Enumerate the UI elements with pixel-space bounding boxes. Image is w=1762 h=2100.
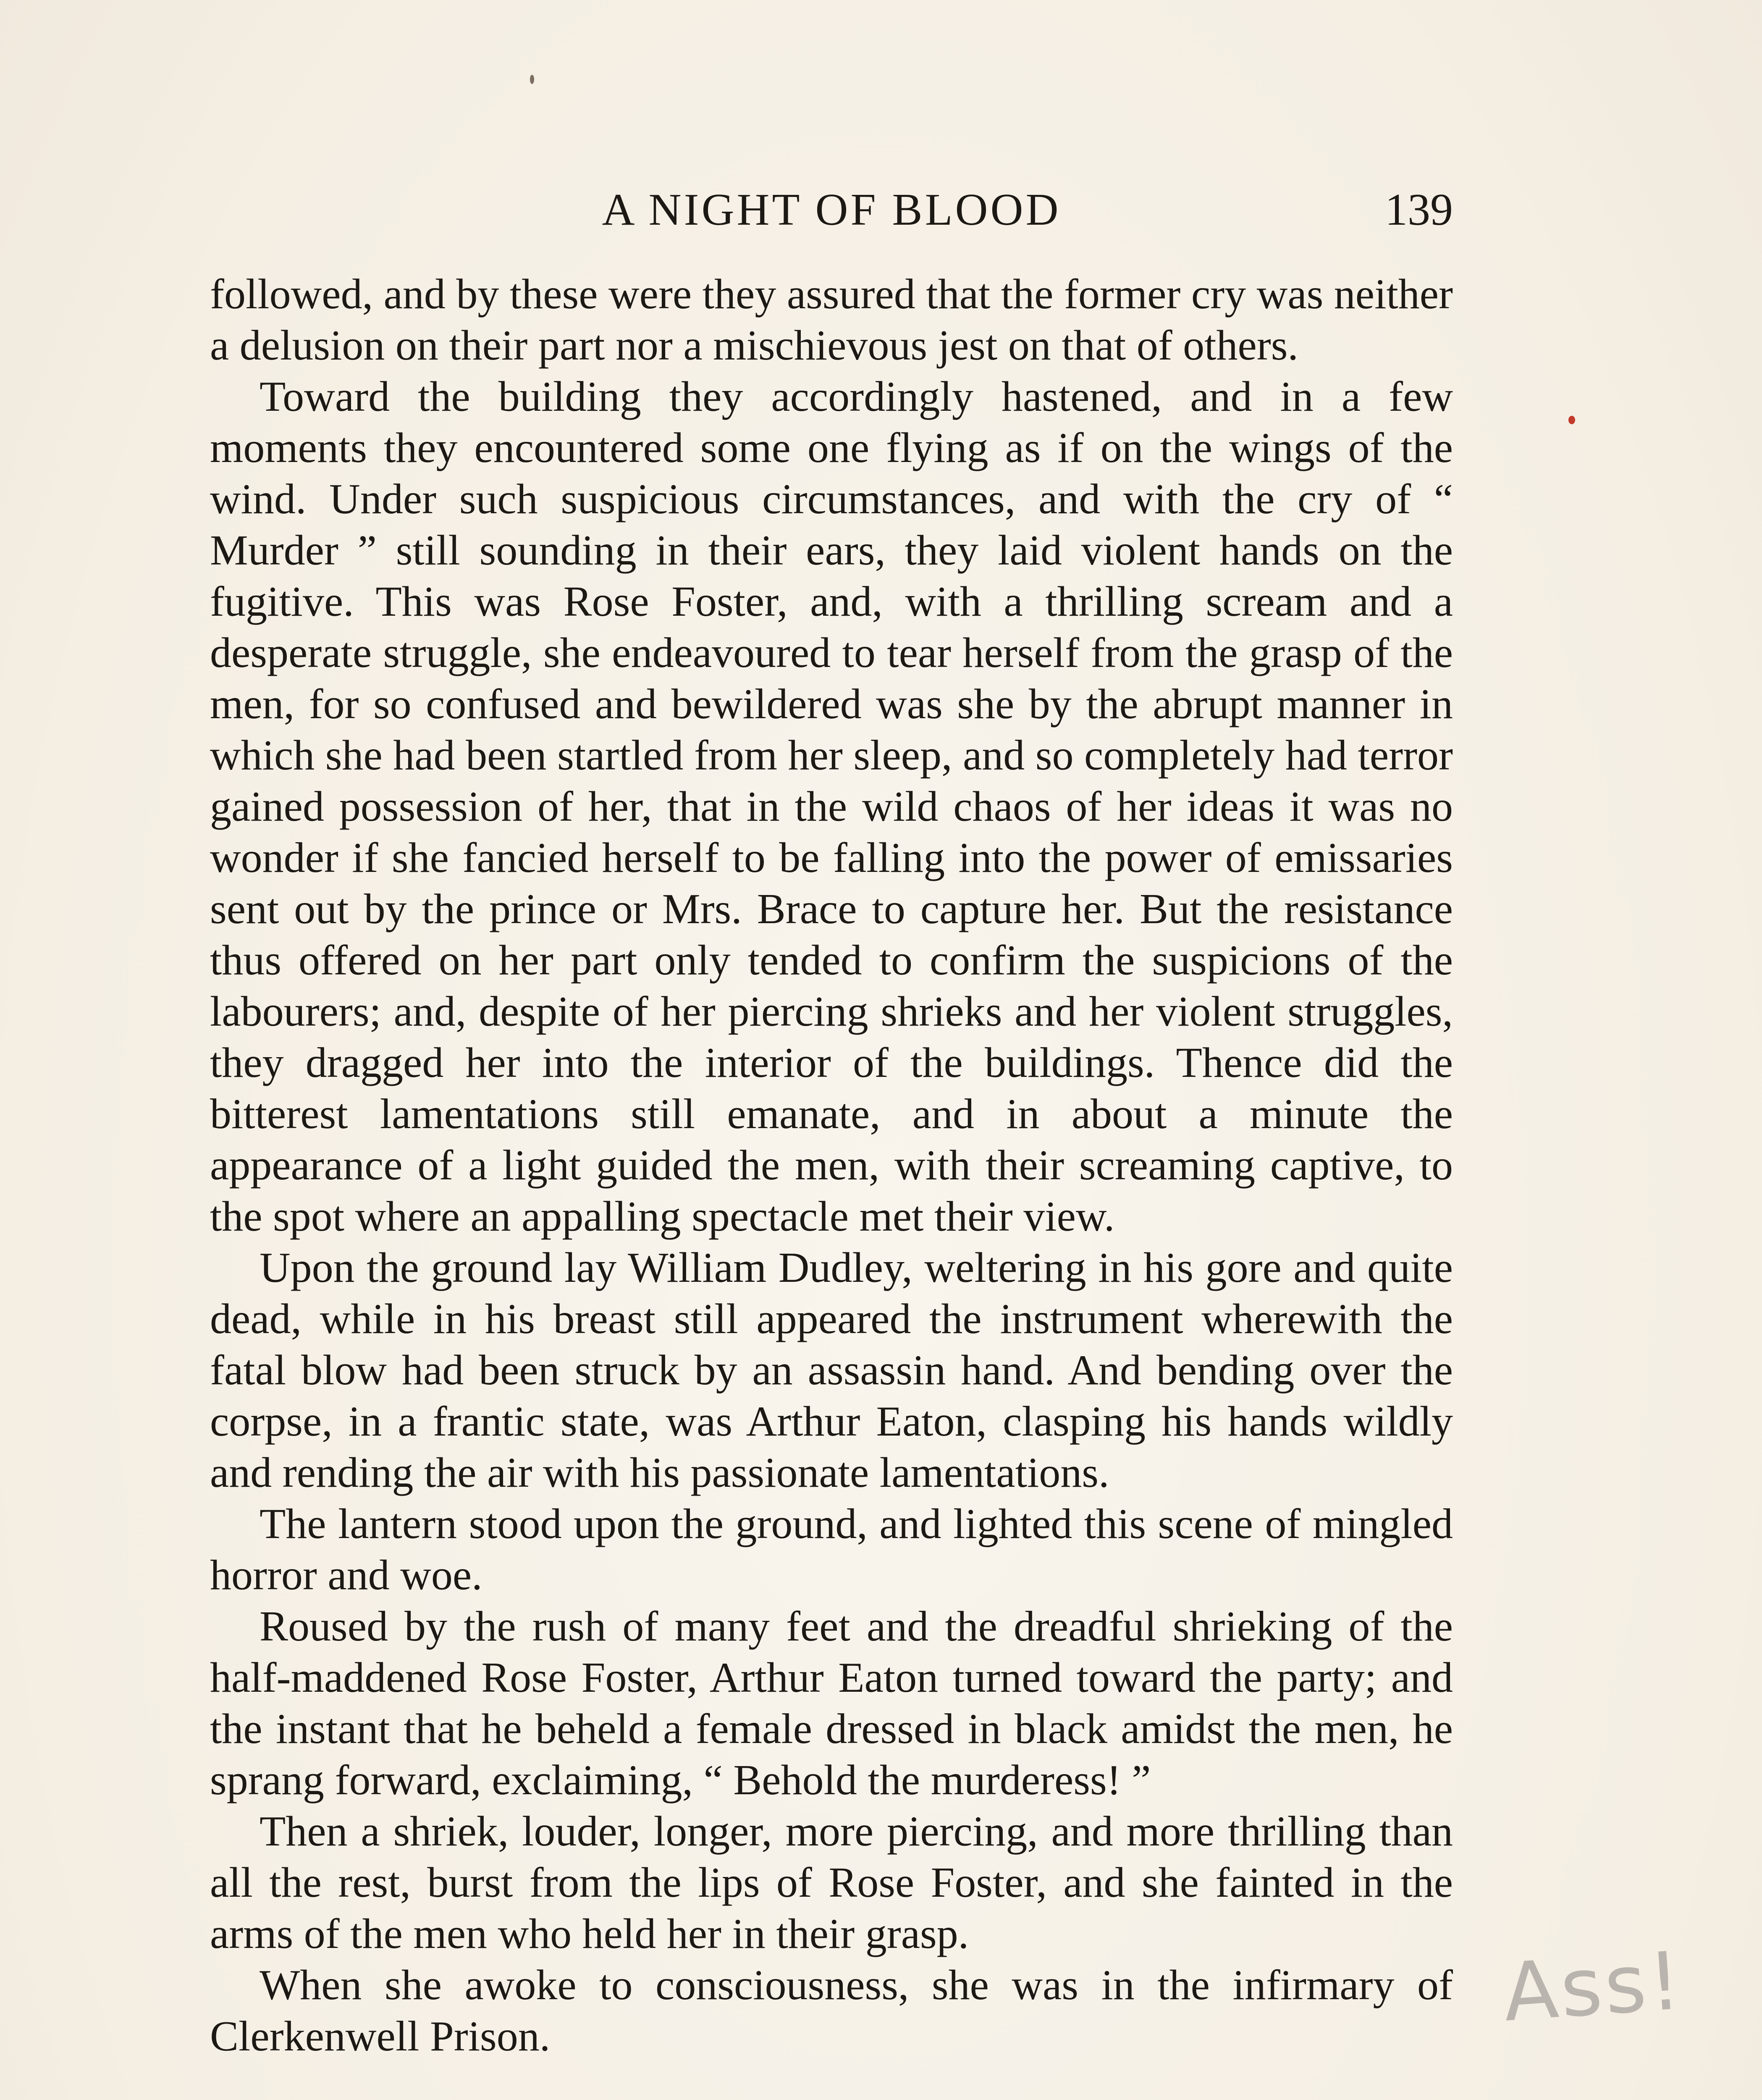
paragraph: Then a shriek, louder, longer, more piercing, and more thrilling than all the rest, burst from the lips of Rose Foster, and she fainted in the arms of the men who held her in their grasp.	[210, 1808, 1453, 1958]
pencil-margin-note: Ass!	[1500, 1934, 1686, 2040]
paragraph: Roused by the rush of many feet and the dreadful shrieking of the half-maddened Rose Foster, Arthur Eaton turned toward the party; and the instant that he beheld a female dressed in black amidst the men, he sprang forward, exclaiming, “ Behold the murderess! ”	[210, 1603, 1453, 1804]
red-ink-speck	[1568, 416, 1575, 424]
body-text	[210, 269, 1453, 2062]
paper-speck	[530, 75, 534, 84]
paragraph: Upon the ground lay William Dudley, weltering in his gore and quite dead, while in his breast still appeared the instrument wherewith the fatal blow had been struck by an assassin hand. And bending over the corpse, in a frantic state, was Arthur Eaton, clasping his hands wildly and rending the air with his passionate lamentations.	[210, 1244, 1453, 1496]
page-number: 139	[1385, 185, 1453, 235]
running-title: A NIGHT OF BLOOD	[602, 185, 1061, 235]
paragraph: Toward the building they accordingly hastened, and in a few moments they encountered some one flying as if on the wings of the wind. Under such suspicious circumstances, and with the cry of “ Murder ” still sounding in their ears, they laid violent hands on the fugitive. This was Rose Foster, and, with a thrilling scream and a desperate struggle, she endeavoured to tear herself from the grasp of the men, for so confused and bewildered was she by the abrupt manner in which she had been startled from her sleep, and so completely had terror gained possession of her, that in the wild chaos of her ideas it was no wonder if she fancied herself to be falling into the power of emissaries sent out by the prince or Mrs. Brace to capture her. But the resistance thus offered on her part only tended to confirm the suspicions of the labourers; and, despite of her piercing shrieks and her violent struggles, they dragged her into the interior of the buildings. Thence did the bitterest lamentations still emanate, and in about a minute the appearance of a light guided the men, with their screaming captive, to the spot where an appalling spectacle met their view.	[210, 373, 1453, 1240]
paragraph: When she awoke to consciousness, she was in the infirmary of Clerkenwell Prison.	[210, 1961, 1453, 2060]
paragraph: The lantern stood upon the ground, and lighted this scene of mingled horror and woe.	[210, 1500, 1453, 1599]
paragraph: followed, and by these were they assured that the former cry was neither a delusion on their part nor a mischievous jest on that of others.	[210, 270, 1453, 369]
running-head	[210, 176, 1453, 244]
